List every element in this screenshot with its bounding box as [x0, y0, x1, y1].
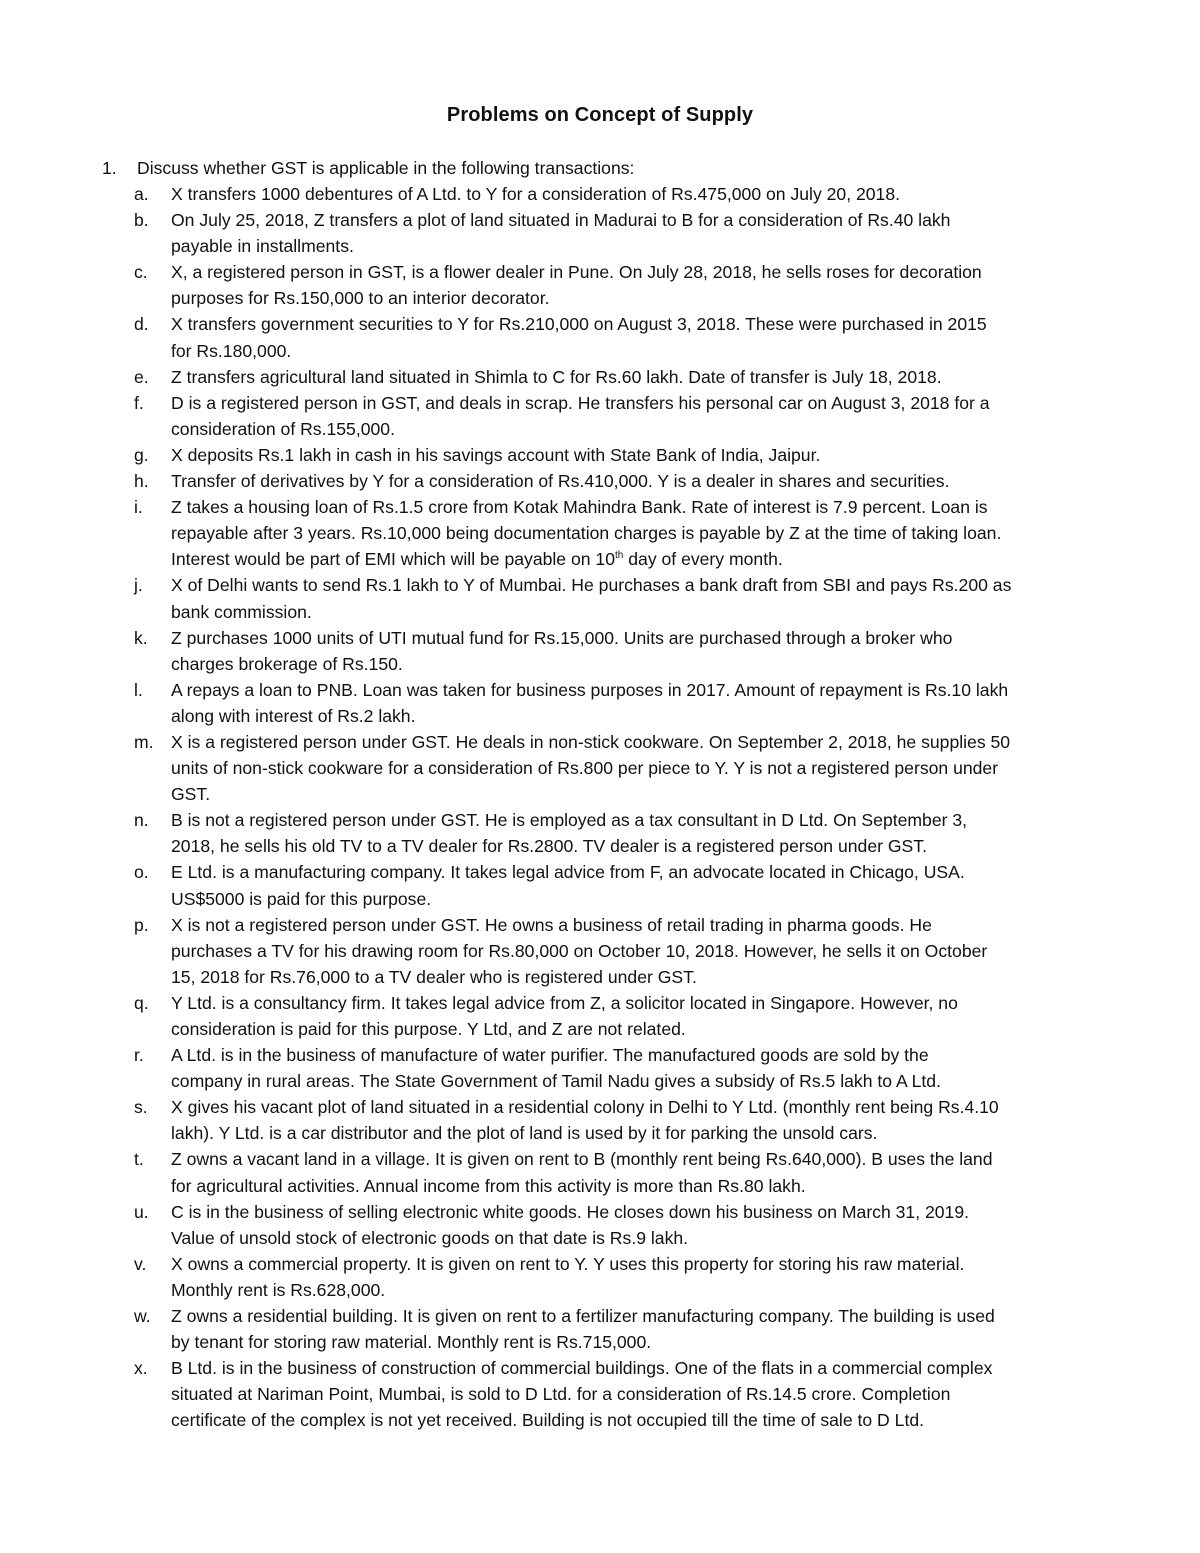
list-item-marker: i.: [134, 497, 143, 518]
list-item-marker: l.: [134, 679, 143, 700]
list-item-marker: g.: [134, 444, 149, 465]
text-line: X, a registered person in GST, is a flower dealer in Pune. On July 28, 2018, he sells roses for decoration: [171, 262, 982, 283]
list-item-marker: q.: [134, 992, 149, 1013]
text-line: lakh). Y Ltd. is a car distributor and the plot of land is used by it for parking the unsold cars.: [171, 1123, 878, 1144]
text-line: Z owns a residential building. It is given on rent to a fertilizer manufacturing company. The building is used: [171, 1306, 995, 1327]
list-item-marker: c.: [134, 262, 148, 283]
list-item-marker: p.: [134, 914, 149, 935]
list-item: [134, 259, 1109, 311]
list-item: [134, 677, 1109, 729]
list-item-marker: s.: [134, 1097, 148, 1118]
list-item-text: [171, 677, 1109, 729]
text-line: situated at Nariman Point, Mumbai, is sold to D Ltd. for a consideration of Rs.14.5 crore. Completion: [171, 1384, 951, 1405]
text-line: C is in the business of selling electronic white goods. He closes down his business on March 31, 2019.: [171, 1201, 970, 1222]
list-item-text: [171, 807, 1109, 859]
text-line: bank commission.: [171, 601, 312, 622]
text-line: repayable after 3 years. Rs.10,000 being documentation charges is payable by Z at the time of taking loan.: [171, 523, 1002, 544]
text-line: X owns a commercial property. It is given on rent to Y. Y uses this property for storing his raw material.: [171, 1253, 965, 1274]
list-item: [134, 1303, 1109, 1355]
list-item: [134, 468, 1109, 494]
text-line: Value of unsold stock of electronic goods on that date is Rs.9 lakh.: [171, 1227, 689, 1248]
text-line: charges brokerage of Rs.150.: [171, 653, 403, 674]
list-item: [134, 1251, 1109, 1303]
list-item: [134, 181, 1109, 207]
list-item-marker: v.: [134, 1253, 147, 1274]
list-item-text: [171, 1094, 1109, 1146]
list-item-marker: x.: [134, 1358, 148, 1379]
list-item: [134, 572, 1109, 624]
list-item-marker: a.: [134, 184, 149, 204]
text-line: A repays a loan to PNB. Loan was taken for business purposes in 2017. Amount of repayment is Rs.10 lakh: [171, 679, 1009, 700]
text-line: consideration is paid for this purpose. Y Ltd, and Z are not related.: [171, 1019, 686, 1039]
list-item: [134, 390, 1109, 442]
list-item-marker: r.: [134, 1045, 144, 1066]
text-segment: day of every month.: [623, 549, 783, 570]
text-line: Z transfers agricultural land situated in Shimla to C for Rs.60 lakh. Date of transfer is July 18, 2018.: [171, 366, 942, 387]
list-item-marker: f.: [134, 392, 144, 413]
list-item-text: [171, 390, 1109, 442]
text-line: certificate of the complex is not yet received. Building is not occupied till the time of sale to D Ltd.: [171, 1410, 925, 1431]
text-line: payable in installments.: [171, 236, 354, 257]
list-item: [134, 364, 1109, 390]
text-line: along with interest of Rs.2 lakh.: [171, 705, 416, 726]
text-line: On July 25, 2018, Z transfers a plot of land situated in Madurai to B for a consideration of Rs.40 lakh: [171, 210, 951, 231]
text-line: Transfer of derivatives by Y for a consideration of Rs.410,000. Y is a dealer in shares and securities.: [171, 471, 950, 492]
list-item-marker: b.: [134, 210, 149, 231]
text-line: US$5000 is paid for this purpose.: [171, 888, 432, 909]
list-item-marker: j.: [134, 575, 143, 596]
list-item-text: [171, 1042, 1109, 1094]
list-item: [134, 807, 1109, 859]
text-line: A Ltd. is in the business of manufacture of water purifier. The manufactured goods are sold by the: [171, 1045, 929, 1066]
list-item-text: [171, 990, 1109, 1042]
list-item: [134, 207, 1109, 259]
list-item-text: [171, 494, 1109, 572]
list-item: [134, 990, 1109, 1042]
text-line: X is a registered person under GST. He deals in non-stick cookware. On September 2, 2018, he supplies 50: [171, 731, 1011, 752]
list-item: [134, 494, 1109, 572]
text-line: X transfers 1000 debentures of A Ltd. to Y for a consideration of Rs.475,000 on July 20, 2018.: [171, 184, 901, 204]
text-line: Y Ltd. is a consultancy firm. It takes legal advice from Z, a solicitor located in Singapore. However, no: [171, 992, 958, 1013]
list-item-marker: e.: [134, 366, 149, 387]
list-item-text: [171, 572, 1109, 624]
list-item-marker: m.: [134, 731, 154, 752]
list-item-text: [171, 207, 1109, 259]
text-line: consideration of Rs.155,000.: [171, 418, 395, 439]
page-title: Problems on Concept of Supply: [446, 104, 754, 126]
text-line: Monthly rent is Rs.628,000.: [171, 1279, 386, 1300]
list-item: [134, 625, 1109, 677]
text-segment: Interest would be part of EMI which will be payable on 10: [171, 549, 616, 570]
text-line: by tenant for storing raw material. Monthly rent is Rs.715,000.: [171, 1332, 652, 1353]
list-item-text: [171, 912, 1109, 990]
sub-question-list: [134, 181, 1109, 1434]
ordinal-superscript: th: [615, 550, 624, 562]
list-item-text: [171, 442, 1109, 468]
list-item: [134, 1355, 1109, 1433]
text-line: X of Delhi wants to send Rs.1 lakh to Y of Mumbai. He purchases a bank draft from SBI and pays Rs.200 as: [171, 575, 1012, 596]
text-line: E Ltd. is a manufacturing company. It takes legal advice from F, an advocate located in Chicago, USA.: [171, 862, 965, 883]
text-line: Z takes a housing loan of Rs.1.5 crore from Kotak Mahindra Bank. Rate of interest is 7.9 percent. Loan is: [171, 497, 988, 518]
list-item: [134, 1199, 1109, 1251]
list-item-marker: h.: [134, 471, 149, 492]
text-line: 2018, he sells his old TV to a TV dealer for Rs.2800. TV dealer is a registered person under GST.: [171, 836, 927, 857]
text-line: B Ltd. is in the business of construction of commercial buildings. One of the flats in a commercial complex: [171, 1358, 993, 1379]
list-item-marker: o.: [134, 862, 149, 883]
list-item-marker: w.: [134, 1306, 151, 1327]
list-item-text: [171, 468, 1109, 494]
list-item: [134, 1146, 1109, 1198]
question-number: 1.: [102, 158, 117, 178]
list-item: [134, 912, 1109, 990]
list-item-marker: k.: [134, 627, 148, 648]
question-text: Discuss whether GST is applicable in the following transactions:: [137, 158, 635, 178]
text-line: for agricultural activities. Annual income from this activity is more than Rs.80 lakh.: [171, 1175, 806, 1196]
text-line: B is not a registered person under GST. He is employed as a tax consultant in D Ltd. On September 3,: [171, 810, 968, 831]
list-item-text: [171, 729, 1109, 807]
list-item-text: [171, 311, 1109, 363]
list-item-text: [171, 859, 1109, 911]
list-item-marker: n.: [134, 810, 149, 831]
list-item-marker: t.: [134, 1149, 144, 1170]
text-line: purposes for Rs.150,000 to an interior decorator.: [171, 288, 550, 309]
list-item-text: [171, 259, 1109, 311]
list-item-text: [171, 364, 1109, 390]
text-line: D is a registered person in GST, and deals in scrap. He transfers his personal car on August 3, 2018 for a: [171, 392, 990, 413]
text-line: Z owns a vacant land in a village. It is given on rent to B (monthly rent being Rs.640,000). B uses the land: [171, 1149, 993, 1170]
text-line: 15, 2018 for Rs.76,000 to a TV dealer who is registered under GST.: [171, 966, 697, 987]
list-item-text: [171, 625, 1109, 677]
list-item-text: [171, 1146, 1109, 1198]
text-line: X is not a registered person under GST. He owns a business of retail trading in pharma goods. He: [171, 914, 932, 935]
list-item-marker: u.: [134, 1201, 149, 1222]
list-item: [134, 1094, 1109, 1146]
list-item-marker: d.: [134, 314, 149, 335]
list-item-text: [171, 1355, 1109, 1433]
text-line: units of non-stick cookware for a consideration of Rs.800 per piece to Y. Y is not a registered person under: [171, 758, 999, 779]
text-line: X deposits Rs.1 lakh in cash in his savings account with State Bank of India, Jaipur.: [171, 444, 821, 465]
list-item: [134, 859, 1109, 911]
list-item-text: [171, 1303, 1109, 1355]
text-line: GST.: [171, 784, 211, 805]
text-line: X transfers government securities to Y for Rs.210,000 on August 3, 2018. These were purchased in 2015: [171, 314, 987, 335]
list-item-text: [171, 181, 1109, 207]
list-item: [134, 442, 1109, 468]
list-item-text: [171, 1251, 1109, 1303]
text-line: for Rs.180,000.: [171, 340, 292, 361]
text-line: company in rural areas. The State Government of Tamil Nadu gives a subsidy of Rs.5 lakh to A Ltd.: [171, 1071, 941, 1092]
text-line: [171, 546, 1109, 572]
list-item: [134, 1042, 1109, 1094]
text-line: X gives his vacant plot of land situated in a residential colony in Delhi to Y Ltd. (monthly rent being Rs.4.10: [171, 1097, 999, 1118]
text-line: purchases a TV for his drawing room for Rs.80,000 on October 10, 2018. However, he sells it on October: [171, 940, 988, 961]
text-line: Z purchases 1000 units of UTI mutual fund for Rs.15,000. Units are purchased through a broker who: [171, 627, 953, 648]
list-item: [134, 311, 1109, 363]
list-item-text: [171, 1199, 1109, 1251]
list-item: [134, 729, 1109, 807]
